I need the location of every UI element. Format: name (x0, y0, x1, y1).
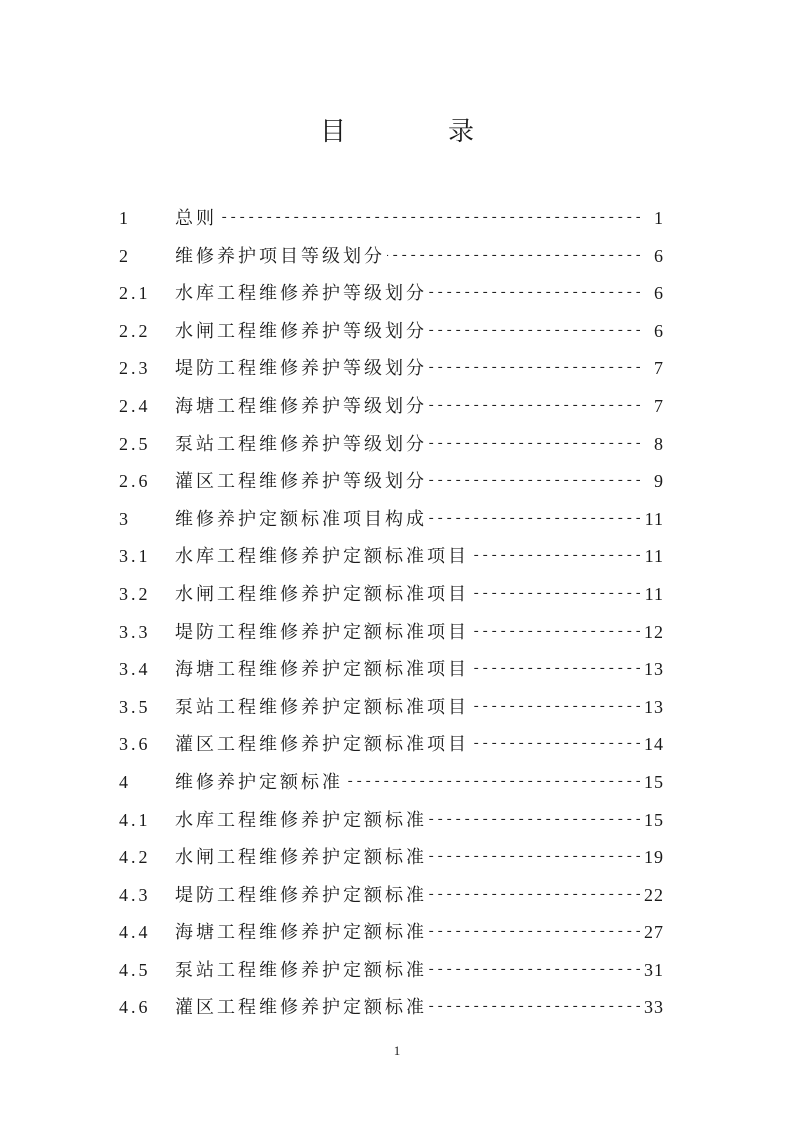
toc-entry-number: 4.4 (119, 922, 151, 943)
toc-entry-label: 水闸工程维修养护定额标准项目 (175, 576, 471, 614)
toc-entry[interactable] (119, 989, 664, 1027)
toc-entry-page: 15 (643, 764, 664, 802)
toc-entry[interactable] (119, 200, 664, 238)
toc-entry-page: 9 (653, 463, 664, 501)
toc-entry-page: 13 (643, 689, 664, 727)
toc-entry-label: 水库工程维修养护等级划分 (175, 275, 429, 313)
toc-entry-page: 11 (644, 501, 664, 539)
toc-entry-label: 泵站工程维修养护定额标准项目 (175, 689, 471, 727)
toc-entry-label: 维修养护定额标准 (175, 764, 345, 802)
title-char-1: 目 (320, 117, 347, 147)
toc-entry-label: 泵站工程维修养护等级划分 (175, 426, 429, 464)
toc-entry[interactable] (119, 426, 664, 464)
toc-entry-number: 3.5 (119, 696, 151, 717)
toc-entry-number: 3.3 (119, 621, 151, 642)
toc-entry[interactable] (119, 313, 664, 351)
toc-entry-number: 1 (119, 208, 131, 228)
toc-entry-page: 13 (643, 651, 664, 689)
toc-entry-label: 海塘工程维修养护定额标准项目 (175, 651, 471, 689)
toc-entry-label: 水库工程维修养护定额标准项目 (175, 538, 471, 576)
toc-entry-page: 1 (653, 200, 664, 238)
toc-entry-number: 2.2 (119, 320, 151, 341)
table-of-contents (119, 200, 664, 1027)
toc-entry[interactable] (119, 914, 664, 952)
toc-entry-number: 3 (119, 508, 131, 529)
toc-entry-number: 4.5 (119, 959, 151, 980)
toc-entry-number: 2.1 (119, 283, 151, 304)
toc-entry[interactable] (119, 614, 664, 652)
toc-entry[interactable] (119, 350, 664, 388)
title-char-2: 录 (448, 117, 475, 147)
toc-entry[interactable] (119, 275, 664, 313)
toc-entry[interactable] (119, 651, 664, 689)
page-number: 1 (393, 1043, 401, 1058)
toc-entry-page: 6 (653, 313, 664, 351)
toc-entry-label: 海塘工程维修养护定额标准 (175, 914, 429, 952)
toc-entry-number: 3.4 (119, 659, 151, 680)
toc-entry-page: 12 (643, 614, 664, 652)
toc-entry-label: 堤防工程维修养护等级划分 (175, 350, 429, 388)
toc-entry-label: 灌区工程维修养护等级划分 (175, 463, 429, 501)
toc-entry[interactable] (119, 952, 664, 990)
toc-entry[interactable] (119, 802, 664, 840)
toc-entry-label: 灌区工程维修养护定额标准 (175, 989, 429, 1027)
toc-entry-number: 4.3 (119, 884, 151, 905)
toc-entry-number: 4.1 (119, 809, 151, 830)
toc-entry-number: 4.2 (119, 847, 151, 868)
toc-entry-label: 水库工程维修养护定额标准 (175, 802, 429, 840)
toc-entry-page: 6 (653, 275, 664, 313)
toc-entry-label: 总则 (175, 200, 219, 238)
toc-entry[interactable] (119, 538, 664, 576)
toc-entry-page: 7 (653, 388, 664, 426)
toc-entry-label: 水闸工程维修养护等级划分 (175, 313, 429, 351)
toc-entry-number: 2.5 (119, 433, 151, 454)
toc-entry-page: 11 (644, 576, 664, 614)
toc-entry[interactable] (119, 877, 664, 915)
toc-entry-label: 堤防工程维修养护定额标准 (175, 877, 429, 915)
toc-entry-page: 8 (653, 426, 664, 464)
toc-entry-number: 2.3 (119, 358, 151, 379)
toc-entry-number: 3.2 (119, 583, 151, 604)
toc-entry[interactable] (119, 726, 664, 764)
toc-entry[interactable] (119, 764, 664, 802)
toc-entry-page: 33 (643, 989, 664, 1027)
toc-entry[interactable] (119, 501, 664, 539)
toc-entry-page: 7 (653, 350, 664, 388)
toc-entry-number: 2.6 (119, 471, 151, 492)
toc-entry-label: 堤防工程维修养护定额标准项目 (175, 614, 471, 652)
toc-entry-label: 海塘工程维修养护等级划分 (175, 388, 429, 426)
toc-entry-page: 11 (644, 538, 664, 576)
toc-entry-page: 6 (653, 238, 664, 276)
toc-entry-number: 2.4 (119, 395, 151, 416)
toc-entry-page: 19 (643, 839, 664, 877)
toc-entry-page: 31 (643, 952, 664, 990)
toc-entry[interactable] (119, 238, 664, 276)
toc-entry-label: 维修养护项目等级划分 (175, 238, 387, 276)
toc-entry-page: 22 (643, 877, 664, 915)
toc-dot-leader (175, 200, 640, 238)
toc-entry-number: 4.6 (119, 997, 151, 1018)
toc-entry-page: 27 (643, 914, 664, 952)
toc-entry-label: 水闸工程维修养护定额标准 (175, 839, 429, 877)
toc-entry[interactable] (119, 388, 664, 426)
toc-entry[interactable] (119, 839, 664, 877)
toc-entry-number: 4 (119, 771, 131, 792)
toc-entry-label: 维修养护定额标准项目构成 (175, 501, 429, 539)
toc-entry[interactable] (119, 576, 664, 614)
toc-entry[interactable] (119, 463, 664, 501)
toc-entry[interactable] (119, 689, 664, 727)
toc-entry-number: 3.6 (119, 734, 151, 755)
toc-entry-page: 15 (643, 802, 664, 840)
toc-entry-number: 2 (119, 245, 131, 266)
toc-entry-label: 灌区工程维修养护定额标准项目 (175, 726, 471, 764)
toc-entry-label: 泵站工程维修养护定额标准 (175, 952, 429, 990)
toc-entry-number: 3.1 (119, 546, 151, 567)
page-title (0, 112, 794, 152)
toc-entry-page: 14 (643, 726, 664, 764)
